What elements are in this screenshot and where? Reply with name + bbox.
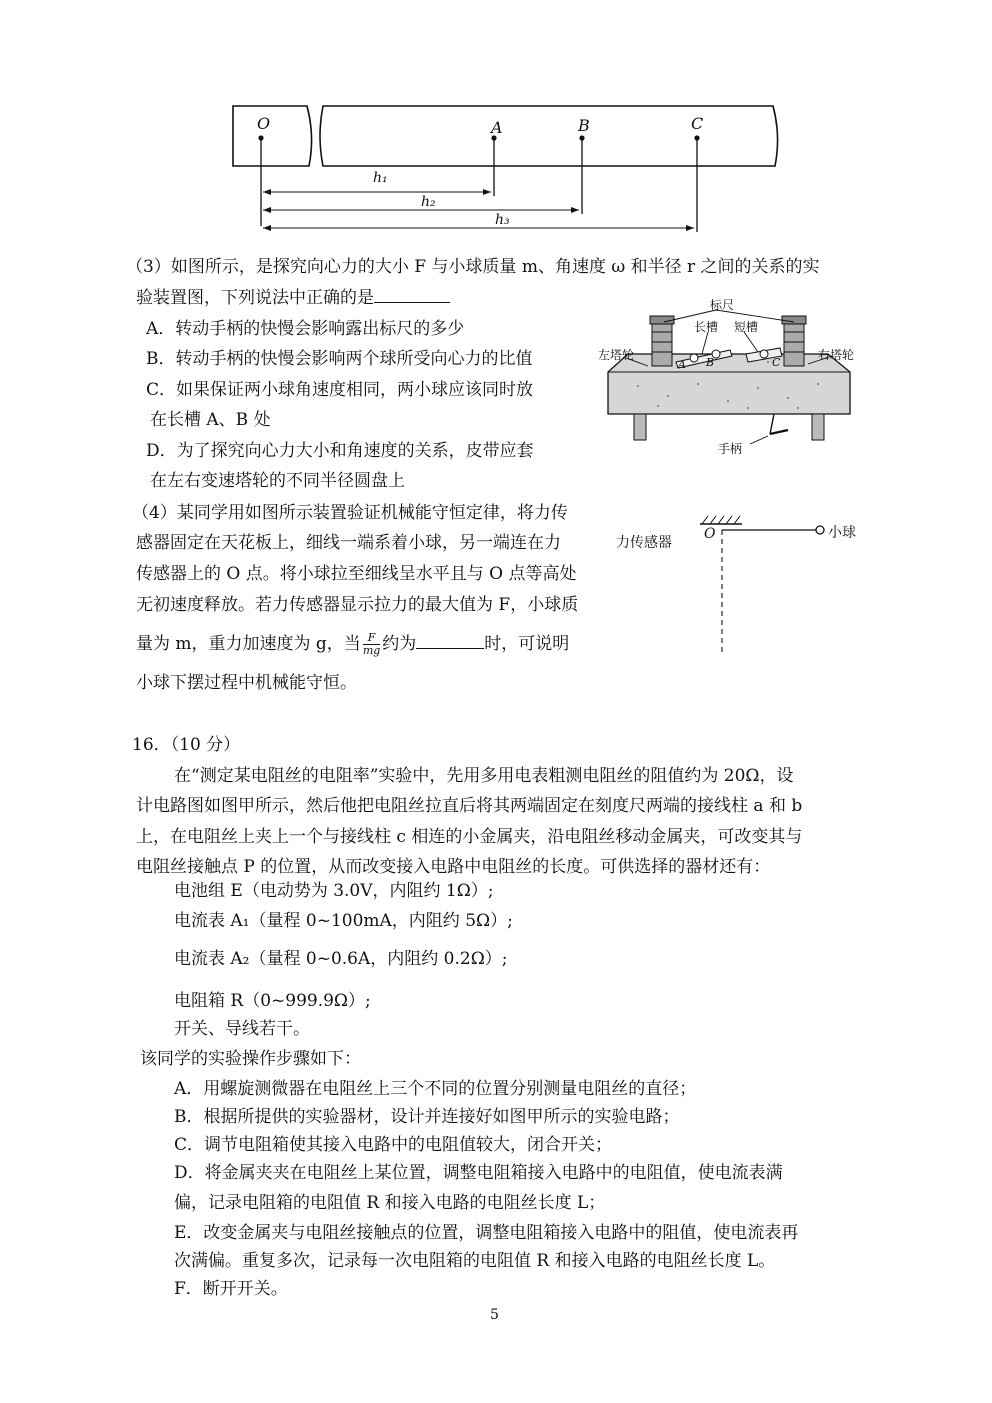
h3-label: h₃ — [495, 212, 510, 228]
q3-option-b: B．转动手柄的快慢会影响两个球所受向心力的比值 — [146, 349, 533, 369]
step-e-line2: 次满偏。重复多次，记录每一次电阻箱的电阻值 R 和接入电路的电阻丝长度 L。 — [174, 1251, 776, 1271]
q3-option-c-line1: C．如果保证两小球角速度相同，两小球应该同时放 — [146, 380, 534, 400]
q3-option-c-line2: 在长槽 A、B 处 — [150, 410, 271, 430]
q4-line1: （4）某同学用如图所示装置验证机械能守恒定律，将力传 — [132, 503, 568, 523]
q16-para-line4: 电阻丝接触点 P 的位置，从而改变接入电路中电阻丝的长度。可供选择的器材还有： — [136, 857, 771, 877]
label-ruler: 标尺 — [710, 298, 735, 312]
step-a: A．用螺旋测微器在电阻丝上三个不同的位置分别测量电阻丝的直径； — [174, 1079, 697, 1099]
q16-para-line2: 计电路图如图甲所示，然后他把电阻丝拉直后将其两端固定在刻度尺两端的接线柱 a 和 b — [136, 796, 803, 816]
step-b: B．根据所提供的实验器材，设计并连接好如图甲所示的实验电路； — [174, 1107, 680, 1127]
q3-option-d-line2: 在左右变速塔轮的不同半径圆盘上 — [150, 471, 405, 491]
point-a-label: A — [491, 118, 503, 137]
label-point-o: O — [704, 526, 716, 542]
label-groove-b: B — [706, 356, 715, 369]
label-right-wheel: 右塔轮 — [818, 348, 855, 362]
step-d-line2: 偏，记录电阻箱的电阻值 R 和接入电路的电阻丝长度 L； — [174, 1193, 606, 1213]
q4-line5 — [136, 630, 569, 658]
q4-line2: 感器固定在天花板上，细线一端系着小球，另一端连在力 — [136, 533, 561, 553]
steps-intro: 该同学的实验操作步骤如下： — [140, 1049, 361, 1069]
f-over-mg-fraction — [363, 632, 380, 657]
label-groove-a: A — [678, 358, 686, 371]
q3-option-a: A．转动手柄的快慢会影响露出标尺的多少 — [146, 319, 465, 339]
q16-para-line3: 上，在电阻丝上夹上一个与接线柱 c 相连的小金属夹，沿电阻丝移动金属夹，可改变其与 — [136, 827, 803, 847]
step-e-line1: E．改变金属夹与电阻丝接触点的位置，调整电阻箱接入电路中的阻值，使电流表再 — [174, 1223, 799, 1243]
apparatus-drawing — [598, 296, 860, 460]
fraction-denominator: mg — [362, 644, 381, 657]
centripetal-apparatus-figure — [598, 296, 860, 460]
q4-line5-b: 约为 — [382, 634, 417, 654]
force-sensor-figure — [612, 510, 862, 660]
q4-line3: 传感器上的 O 点。将小球拉至细线呈水平且与 O 点等高处 — [136, 564, 577, 584]
tape-figure — [225, 98, 785, 238]
label-short-groove: 短槽 — [734, 320, 759, 334]
q3-option-d-line1: D．为了探究向心力大小和角速度的关系，皮带应套 — [146, 441, 534, 461]
label-long-groove: 长槽 — [694, 320, 719, 334]
equipment-switch-wires: 开关、导线若干。 — [174, 1019, 310, 1039]
label-ball: 小球 — [828, 525, 856, 541]
q3-stem-line1: （3）如图所示，是探究向心力的大小 F 与小球质量 m、角速度 ω 和半径 r 之间的关系的实 — [126, 257, 820, 277]
q4-line6: 小球下摆过程中机械能守恒。 — [136, 673, 357, 693]
label-left-wheel: 左塔轮 — [598, 348, 635, 362]
equipment-ammeter-a1: 电流表 A₁（量程 0~100mA，内阻约 5Ω）; — [174, 911, 513, 931]
q3-answer-blank[interactable] — [374, 286, 450, 303]
q4-answer-blank[interactable] — [416, 632, 484, 649]
q3-stem-line2 — [136, 286, 450, 309]
step-f: F．断开开关。 — [174, 1279, 288, 1299]
label-force-sensor: 力传感器 — [616, 535, 672, 551]
q16-header: 16．（10 分） — [132, 735, 241, 755]
step-c: C．调节电阻箱使其接入电路中的电阻值较大，闭合开关； — [174, 1135, 613, 1155]
q3-stem-line2-text: 验装置图，下列说法中正确的是 — [136, 288, 374, 308]
point-o-label: O — [257, 114, 271, 133]
fraction-numerator: F — [363, 632, 380, 645]
page-number: 5 — [490, 1307, 499, 1323]
h2-label: h₂ — [421, 194, 436, 210]
label-groove-c: C — [772, 356, 781, 369]
point-b-label: B — [578, 116, 590, 135]
h1-label: h₁ — [373, 170, 388, 186]
equipment-battery: 电池组 E（电动势为 3.0V，内阻约 1Ω）; — [174, 881, 494, 901]
step-d-line1: D．将金属夹夹在电阻丝上某位置，调整电阻箱接入电路中的电阻值，使电流表满 — [174, 1163, 783, 1183]
equipment-resistance-box: 电阻箱 R（0~999.9Ω）; — [174, 991, 371, 1011]
q4-line5-a: 量为 m，重力加速度为 g，当 — [136, 634, 361, 654]
q4-line4: 无初速度释放。若力传感器显示拉力的最大值为 F，小球质 — [136, 595, 579, 615]
q16-para-line1: 在“测定某电阻丝的电阻率”实验中，先用多用电表粗测电阻丝的阻值约为 20Ω，设 — [174, 766, 794, 786]
label-handle: 手柄 — [718, 442, 743, 456]
point-c-label: C — [691, 114, 704, 133]
q4-line5-c: 时，可说明 — [484, 634, 570, 654]
equipment-ammeter-a2: 电流表 A₂（量程 0~0.6A，内阻约 0.2Ω）; — [174, 949, 508, 969]
